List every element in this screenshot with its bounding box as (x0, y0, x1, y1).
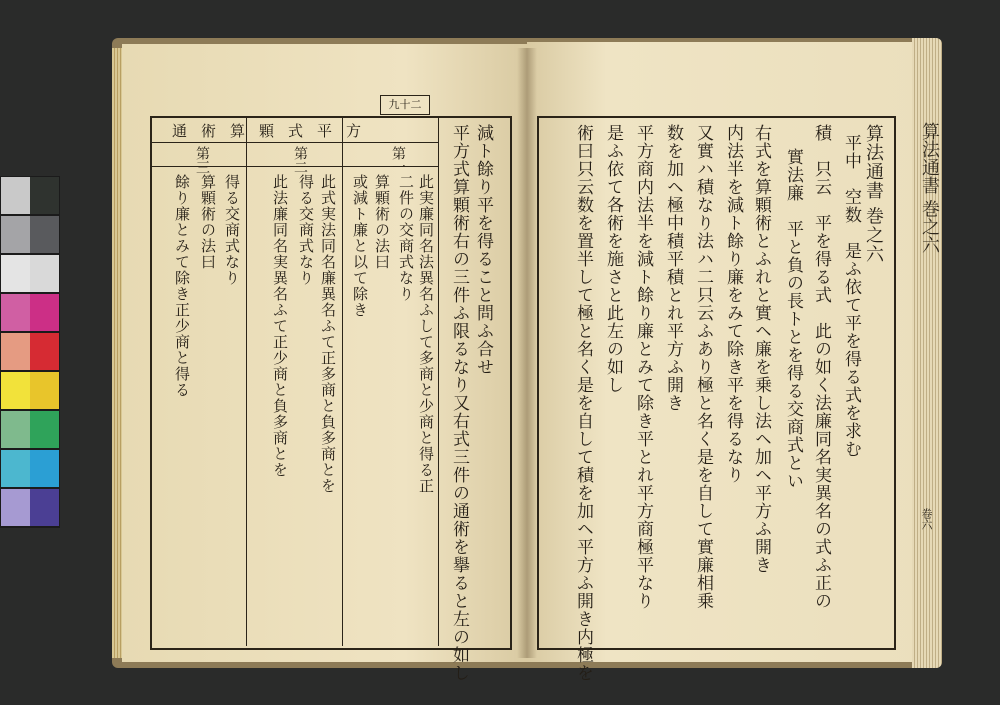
calibration-swatch (1, 216, 30, 253)
col-text-5: 此式実法同名廉異名ふて正多商と負多商とを (319, 174, 337, 494)
header-cell-1: 平方 (317, 122, 376, 140)
table-header (172, 120, 375, 141)
right-line-10: 術曰只云数を置半して極と名く是を自して積を加ヘ平方ふ開き内極を (573, 124, 593, 682)
right-line-7: 数を加ヘ極中積平積とれ平方ふ開き (663, 124, 683, 412)
calibration-swatch (30, 294, 59, 331)
calibration-swatch (30, 255, 59, 292)
spine-label: 算法通書 巻之六 (919, 122, 940, 254)
page-number: 九十二 (380, 95, 430, 115)
book-gutter (517, 48, 537, 658)
page-corner-label: 卷六 (920, 508, 933, 530)
right-line-4: 右式を算顆術とふれと實ヘ廉を乗し法ヘ加ヘ平方ふ開き (751, 124, 771, 574)
header-cell-3: 算顆 (230, 122, 289, 140)
right-heading: 算法通書 巻之六 (863, 124, 884, 264)
calibration-swatch (30, 411, 59, 448)
color-calibration-strip (0, 176, 60, 528)
calibration-swatch (30, 372, 59, 409)
table-divider-1 (246, 118, 247, 646)
col-text-4: 或減ト廉と以て除き (351, 174, 369, 318)
col-text-7: 此法廉同名実異名ふて正少商と負多商とを (271, 174, 289, 478)
col-text-3: 算顆術の法曰 (373, 174, 391, 270)
left-intro-line-1: 減ト餘り平を得ること問ふ合せ (473, 124, 493, 376)
calibration-swatch (1, 255, 30, 292)
calibration-swatch (1, 333, 30, 370)
calibration-swatch (30, 216, 59, 253)
row-label-2: 第二 (292, 146, 308, 174)
calibration-swatch (1, 450, 30, 487)
open-book (112, 38, 942, 682)
col-text-10: 餘り廉とみて除き正少商と得る (173, 174, 191, 398)
table-divider-3 (438, 118, 439, 646)
right-line-8: 平方商内法半を減ト餘り廉とみて除き平とれ平方商極平なり (633, 124, 653, 610)
right-line-3: 實法廉 平と負の長トとを得る交商式とい (783, 148, 803, 490)
row-label-3: 第三 (194, 146, 210, 174)
col-text-1: 此実廉同名法異名ふして多商と少商と得る正 (417, 174, 435, 494)
calibration-swatch (1, 411, 30, 448)
row-label-1: 第一 (390, 146, 406, 174)
calibration-swatch (1, 177, 30, 214)
calibration-swatch (1, 489, 30, 526)
calibration-swatch (30, 450, 59, 487)
right-line-6: 又實ハ積なり法ハ二只云ふあり極と名く是を自して實廉相乗 (693, 124, 713, 610)
col-text-6: 得る交商式なり (297, 174, 315, 286)
left-intro-line-2: 平方式算顆術右の三件ふ限るなり又右式三件の通術を擧ると左の如し (449, 124, 469, 682)
calibration-swatch (30, 333, 59, 370)
col-text-9: 算顆術の法曰 (199, 174, 217, 270)
right-line-2: 積 只云 平を得る式 此の如く法廉同名実異名の式ふ正の (811, 124, 831, 610)
header-cell-2: 式 (288, 122, 318, 140)
calibration-swatch (1, 294, 30, 331)
right-line-9: 是ふ依て各術を施さと此左の如し (603, 124, 623, 394)
header-cell-4: 通術 (172, 122, 231, 140)
col-text-8: 得る交商式なり (223, 174, 241, 286)
right-line-5: 内法半を減ト餘り廉をみて除き平を得るなり (723, 124, 743, 484)
col-text-2: 二件の交商式なり (397, 174, 415, 302)
calibration-swatch (1, 372, 30, 409)
table-divider-2 (342, 118, 343, 646)
right-line-1: 平中 空数 是ふ依て平を得る式を求む (841, 134, 861, 458)
calibration-swatch (30, 177, 59, 214)
calibration-swatch (30, 489, 59, 526)
